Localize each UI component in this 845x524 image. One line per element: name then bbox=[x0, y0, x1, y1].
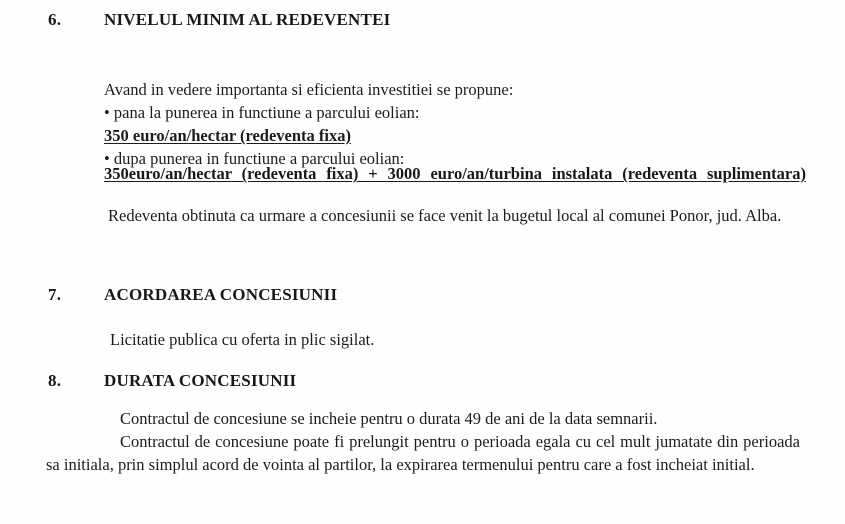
section-7-body: Licitatie publica cu oferta in plic sigilat. bbox=[110, 330, 375, 349]
section-8-body bbox=[46, 407, 800, 476]
section-8-paragraph-one: Contractul de concesiune se incheie pentru o durata 49 de ani de la data semnarii. bbox=[120, 409, 658, 428]
section-title-7: ACORDAREA CONCESIUNII bbox=[104, 285, 338, 304]
section-6-closing-paragraph: Redeventa obtinuta ca urmare a concesiunii se face venit la bugetul local al comunei Ponor, jud. Alba. bbox=[108, 206, 782, 225]
section-8-paragraph-two: Contractul de concesiune poate fi prelungit pentru o perioada egala cu cel mult jumatate din perioada sa initiala, prin simplul acord de vointa al partilor, la expirarea termenului pentru care a fost incheiat initial. bbox=[46, 432, 800, 474]
section-number-8: 8. bbox=[48, 371, 62, 390]
section-6-rates-block bbox=[104, 78, 806, 170]
section-title-8: DURATA CONCESIUNII bbox=[104, 371, 297, 390]
section-number-6: 6. bbox=[48, 10, 62, 29]
section-6-intro-line: Avand in vedere importanta si eficienta investitiei se propune: bbox=[104, 80, 514, 99]
section-6-bullet-two: • dupa punerea in functiune a parcului eolian: bbox=[104, 149, 405, 168]
section-number-7: 7. bbox=[48, 285, 62, 304]
section-6-rate-two: 350euro/an/hectar (redeventa fixa) + 3000 euro/an/turbina instalata (redeventa suplimentara) bbox=[104, 164, 806, 183]
section-6-rate-one: 350 euro/an/hectar (redeventa fixa) bbox=[104, 126, 352, 145]
section-title-6: NIVELUL MINIM AL REDEVENTEI bbox=[104, 10, 391, 29]
section-6-bullet-one: • pana la punerea in functiune a parcului eolian: bbox=[104, 103, 420, 122]
